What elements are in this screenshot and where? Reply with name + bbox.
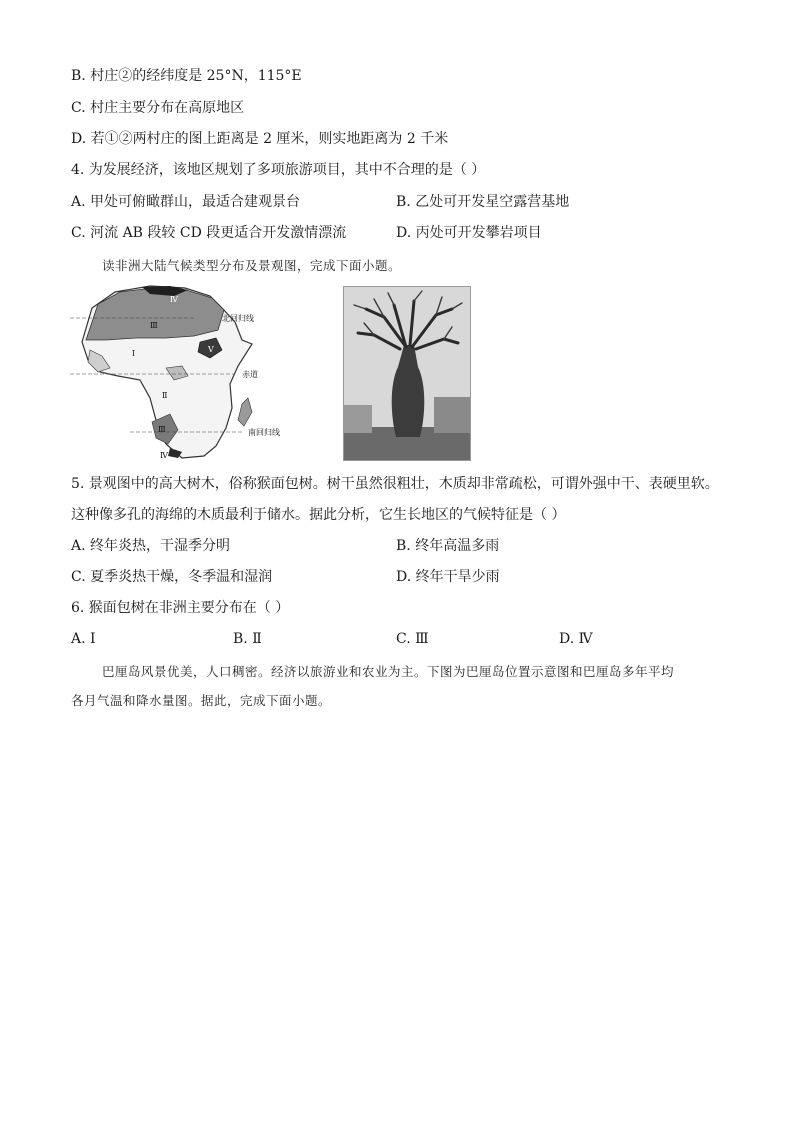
q6-option-d: D. Ⅳ — [559, 631, 593, 647]
q5-stem-line2: 这种像多孔的海绵的木质最利于储水。据此分析，它生长地区的气候特征是（ ） — [71, 507, 566, 523]
intro-bali-line2: 各月气温和降水量图。据此，完成下面小题。 — [71, 693, 332, 708]
q5-option-b: B. 终年高温多雨 — [396, 538, 500, 554]
q5-option-c: C. 夏季炎热干燥，冬季温和湿润 — [71, 569, 273, 585]
q6-stem: 6. 猴面包树在非洲主要分布在（ ） — [71, 600, 290, 616]
equator-label: 赤道 — [242, 370, 258, 379]
intro-africa: 读非洲大陆气候类型分布及景观图，完成下面小题。 — [102, 258, 402, 273]
q4-option-d: D. 丙处可开发攀岩项目 — [396, 225, 542, 241]
q6-option-c: C. Ⅲ — [396, 631, 429, 647]
baobab-tree-illustration — [344, 287, 470, 460]
q3-option-d: D. 若①②两村庄的图上距离是 2 厘米，则实地距离为 2 千米 — [71, 131, 449, 147]
q5-option-a: A. 终年炎热，干湿季分明 — [71, 538, 231, 554]
q5-option-d: D. 终年干旱少雨 — [396, 569, 500, 585]
zone-2-label: Ⅱ — [162, 391, 168, 400]
q3-option-b: B. 村庄②的经纬度是 25°N，115°E — [71, 68, 302, 84]
africa-climate-map — [70, 280, 310, 462]
tropic-south-label: 南回归线 — [248, 428, 280, 437]
q6-option-b: B. Ⅱ — [233, 631, 262, 647]
q4-option-c: C. 河流 AB 段较 CD 段更适合开发激情漂流 — [71, 225, 347, 241]
q4-option-b: B. 乙处可开发星空露营基地 — [396, 194, 570, 210]
q4-option-a: A. 甲处可俯瞰群山，最适合建观景台 — [71, 194, 301, 210]
zone-3-north-label: Ⅲ — [150, 321, 158, 330]
q3-option-c: C. 村庄主要分布在高原地区 — [71, 100, 245, 116]
zone-3-south-label: Ⅲ — [158, 425, 166, 434]
zone-5-label: Ⅴ — [208, 345, 214, 354]
q4-stem: 4. 为发展经济，该地区规划了多项旅游项目，其中不合理的是（ ） — [71, 162, 486, 178]
q6-option-a: A. Ⅰ — [71, 631, 96, 647]
zone-4-south-label: Ⅳ — [160, 451, 168, 460]
intro-bali-line1: 巴厘岛风景优美，人口稠密。经济以旅游业和农业为主。下图为巴厘岛位置示意图和巴厘岛多年平均 — [102, 664, 675, 679]
tropic-north-label: 北回归线 — [222, 314, 254, 323]
zone-4-north-label: Ⅳ — [170, 295, 178, 304]
q5-stem-line1: 5. 景观图中的高大树木，俗称猴面包树。树干虽然很粗壮，木质却非常疏松，可谓外强中干、表硬里软。 — [71, 476, 719, 492]
zone-1-label: Ⅰ — [132, 349, 136, 358]
baobab-photo — [343, 286, 471, 461]
